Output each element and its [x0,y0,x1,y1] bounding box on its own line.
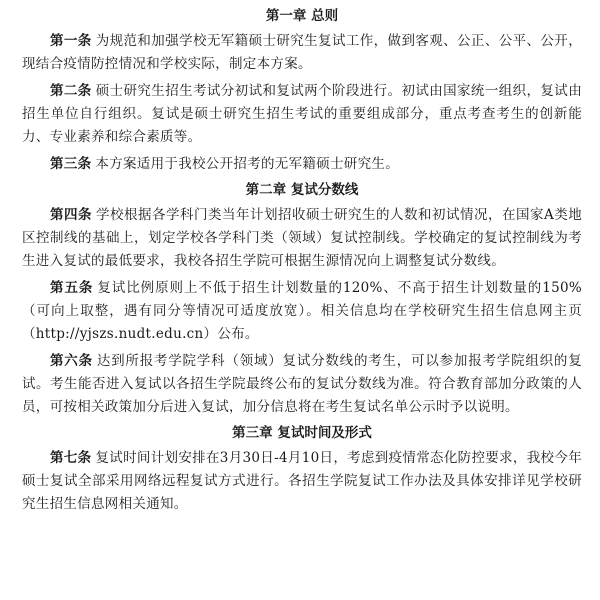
article-5-number: 第五条 [50,280,94,296]
article-5 [22,277,582,346]
article-1-number: 第一条 [50,33,92,49]
article-3-text: 本方案适用于我校公开招考的无军籍硕士研究生。 [95,156,400,172]
article-2 [22,80,582,149]
article-7 [22,447,582,516]
article-2-number: 第二条 [50,83,92,99]
article-4-number: 第四条 [50,207,92,223]
article-1-text: 为规范和加强学校无军籍硕士研究生复试工作，做到客观、公正、公平、公开，现结合疫情防控情况和学校实际，制定本方案。 [22,33,583,72]
chapter-1-title: 第一章 总则 [265,8,339,24]
article-4 [22,204,582,273]
article-5-text: 复试比例原则上不低于招生计划数量的120%、不高于招生计划数量的150%（可向上取整，遇有同分等情况可适度放宽）。相关信息均在学校研究生招生信息网主页（http://yjszs.nudt.edu.cn）公布。 [22,280,582,342]
article-7-number: 第七条 [50,450,92,466]
article-1 [22,30,582,76]
article-6 [22,350,582,419]
article-2-text: 硕士研究生招生考试分初试和复试两个阶段进行。初试由国家统一组织，复试由招生单位自行组织。复试是硕士研究生招生考试的重要组成部分，重点考查考生的创新能力、专业素养和综合素质等。 [22,83,583,145]
article-6-text: 达到所报考学院学科（领域）复试分数线的考生，可以参加报考学院组织的复试。考生能否进入复试以各招生学院最终公布的复试分数线为准。符合教育部加分政策的人员，可按相关政策加分后进入复试，加分信息将在考生复试名单公示时予以说明。 [22,353,582,415]
article-6-number: 第六条 [50,353,93,369]
article-7-text: 复试时间计划安排在3月30日-4月10日，考虑到疫情常态化防控要求，我校今年硕士复试全部采用网络远程复试方式进行。各招生学院复试工作办法及具体安排详见学校研究生招生信息网相关通知。 [22,450,582,512]
chapter-3-title: 第三章 复试时间及形式 [232,425,372,441]
chapter-2-title: 第二章 复试分数线 [245,182,359,198]
article-3-number: 第三条 [50,156,92,172]
article-4-text: 学校根据各学科门类当年计划招收硕士研究生的人数和初试情况，在国家A类地区控制线的基础上，划定学校各学科门类（领域）复试控制线。学校确定的复试控制线为考生进入复试的最低要求，我校各招生学院可根据生源情况向上调整复试分数线。 [22,207,582,269]
article-3 [22,153,582,176]
